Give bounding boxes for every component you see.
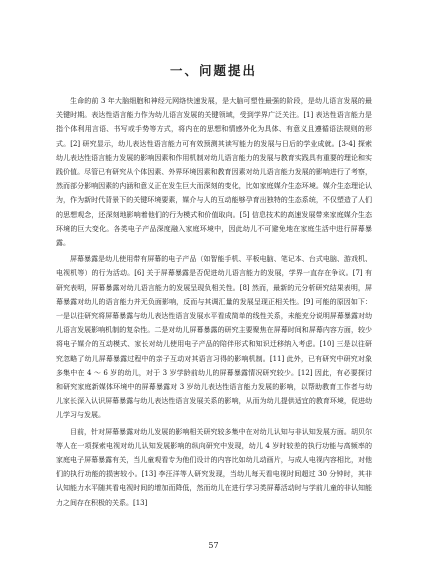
paragraph-1: 生命的前 3 年大脑细胞和神经元网络快速发展，是大脑可塑性最强的阶段，是幼儿语言发展的最关键时期。表达性语言能力作为幼儿语言发展的关键领域，受到学界广泛关注。[1] 表达性语言能力是指个体利用言语、书写或手势等方式，将内在的思想和情感外化为具体、有意义且遵循语法规则的形式。[2] 研究显示，幼儿表达性语言能力可有效预测其读写能力的发展与日后的学业成就。[3-4] 探索幼儿表达性语言能力发展的影响因素和作用机制对幼儿语言能力的发展与教育实践具有重要的理论和实践价值。尽管已有研究从个体因素、外界环境因素和教育因素对幼儿语言能力发展的影响进行了考察，然而部分影响因素的内涵和意义正在发生巨大而深刻的变化，比如家庭媒介生态环境。媒介生态理论认为，作为新时代背景下的关键环境要素，媒介与人的互动能够孕育出独特的生态系统，不仅塑造了人们的思想观念，还深刻地影响着他们的行为模式和价值取向。[5] 信息技术的高速发展带来家庭媒介生态环境的巨大变化。各类电子产品深度融入家庭环境中，因此幼儿不可避免地在家庭生活中进行屏幕暴露。: [56, 97, 372, 248]
body-text: [56, 94, 372, 510]
paragraph-2: 屏幕暴露是幼儿使用带有屏幕的电子产品（如智能手机、平板电脑、笔记本、台式电脑、游戏机、电视机等）的行为活动。[6] 关于屏幕暴露是否促进幼儿语言能力的发展，学界一直存在争议。[7] 有研究表明，屏幕暴露对幼儿语言能力的发展呈现负相关性。[8] 然而，最新的元分析研究结果表明，屏幕暴露对幼儿的语言能力并无负面影响，反而与其调汇量的发展呈现正相关性。[9] 可能的原因如下：一是以往研究将屏幕暴露与幼儿表达性语言发展水平看成简单的线性关系，未能充分说明屏幕暴露对幼儿语言发展影响机制的复杂性。二是对幼儿屏幕暴露的研究主要聚焦在屏幕时间和屏幕内容方面，较少将电子媒介的互动模式、家长对幼儿使用电子产品的陪伴形式和知识迁移纳入考虑。[10] 三是以往研究忽略了幼儿屏幕暴露过程中的亲子互动对其语言习得的影响机制。[11] 此外，已有研究中研究对象多集中在 4 ～ 6 岁的幼儿，对于 3 岁学龄前幼儿的屏幕暴露情况研究较少。[12] 因此，有必要探讨和研究家庭新媒体环境中的屏幕暴露对 3 岁幼儿表达性语言能力发展的影响，以帮助教育工作者与幼儿家长深入认识屏幕暴露与幼儿表达性语言发展关系的影响，从而为幼儿提供适宜的教育环境，促进幼儿学习与发展。: [56, 255, 372, 420]
paragraph-3: 目前，针对屏幕暴露对幼儿发展的影响相关研究较多集中在对幼儿认知与非认知发展方面。胡贝尔等人在一项探索电视对幼儿认知发展影响的纵向研究中发现，幼儿 4 岁时较差的执行功能与高频率的家庭电子屏幕暴露有关，当儿童观看专为他们设计的内容比如幼儿动画片，与成人电视内容相比，对他们的执行功能的损害较小。[13] 李汪洋等人研究发现，当幼儿每天看电视时间超过 30 分钟时，其非认知能力水平随其看电视时间的增加而降低，然而幼儿在进行学习类屏幕活动时与学前儿童的非认知能力之间存在积极的关系。[13]: [56, 427, 372, 507]
section-title: 一、问题提出: [169, 63, 257, 78]
page-number: 57: [208, 541, 219, 550]
